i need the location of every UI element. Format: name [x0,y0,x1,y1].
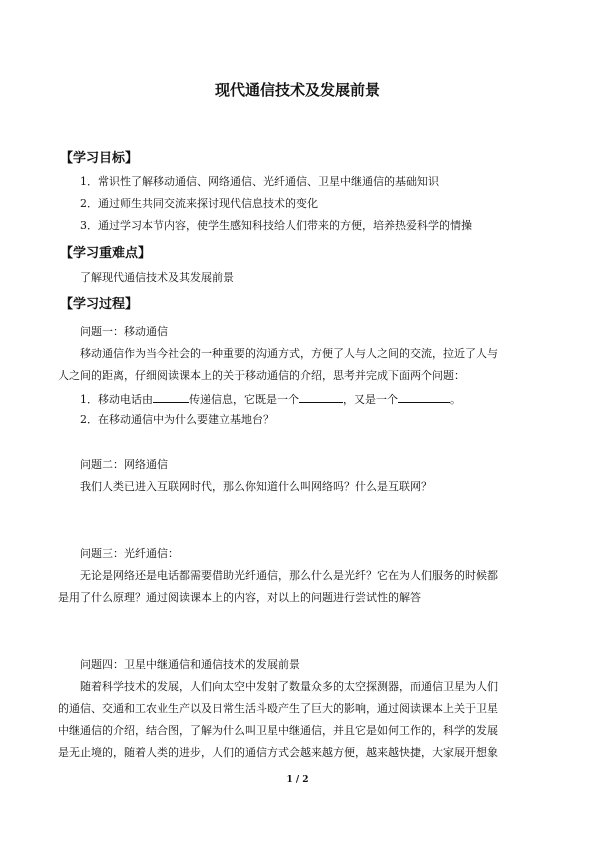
page-number: 1 / 2 [286,775,309,785]
goal-item-1: 1．常识性了解移动通信、网络通信、光纤通信、卫星中继通信的基础知识 [80,175,439,188]
question-4-title: 问题四：卫星中继通信和通信技术的发展前景 [80,658,300,671]
fill-text-d: 。 [450,393,461,406]
fill-text-c: ，又是一个 [343,393,398,406]
fill-text-b: 传递信息，它既是一个 [189,393,299,406]
question-2-title: 问题二：网络通信 [80,458,168,471]
answer-blank-2[interactable] [299,391,343,403]
question-3-title: 问题三：光纤通信： [80,547,179,560]
key-points-text: 了解现代通信技术及其发展前景 [80,271,234,284]
heading-learning-process: 【学习过程】 [60,297,139,312]
question-4-line-2: 的通信、交通和工农业生产以及日常生活斗殴产生了巨大的影响，通过阅读课本上关于卫星 [58,702,498,715]
question-4-line-3: 中继通信的介绍，结合图，了解为什么叫卫星中继通信，并且它是如何工作的，科学的发展 [58,724,498,737]
answer-blank-3[interactable] [398,391,450,403]
heading-learning-goals: 【学习目标】 [60,151,139,166]
goal-item-2: 2．通过师生共同交流来探讨现代信息技术的变化 [80,197,318,210]
question-2-text: 我们人类已进入互联网时代，那么你知道什么叫网络吗？什么是互联网？ [80,480,432,493]
question-1-title: 问题一：移动通信 [80,325,168,338]
document-title: 现代通信技术及发展前景 [214,81,380,99]
heading-key-points: 【学习重难点】 [60,246,152,261]
fill-text-a: 1．移动电话由 [80,393,153,406]
question-3-line-2: 是用了什么原理？通过阅读课本上的内容，对以上的问题进行尝试性的解答 [58,591,421,604]
question-1-item-2: 2．在移动通信中为什么要建立基地台？ [80,413,274,426]
question-1-para-line-1: 移动通信作为当今社会的一种重要的沟通方式，方便了人与人之间的交流，拉近了人与 [80,347,498,360]
question-3-line-1: 无论是网络还是电话都需要借助光纤通信，那么什么是光纤？它在为人们服务的时候都 [80,569,498,582]
question-1-para-line-2: 人之间的距离，仔细阅读课本上的关于移动通信的介绍，思考并完成下面两个问题： [58,369,465,382]
question-1-fill-in-item [80,391,461,407]
question-4-line-4: 是无止境的，随着人类的进步，人们的通信方式会越来越方便，越来越快捷，大家展开想象 [58,746,498,759]
question-4-line-1: 随着科学技术的发展，人们向太空中发射了数量众多的太空探测器，而通信卫星为人们 [80,680,498,693]
answer-blank-1[interactable] [153,391,189,403]
goal-item-3: 3．通过学习本节内容，使学生感知科技给人们带来的方便，培养热爱科学的情操 [80,219,472,232]
